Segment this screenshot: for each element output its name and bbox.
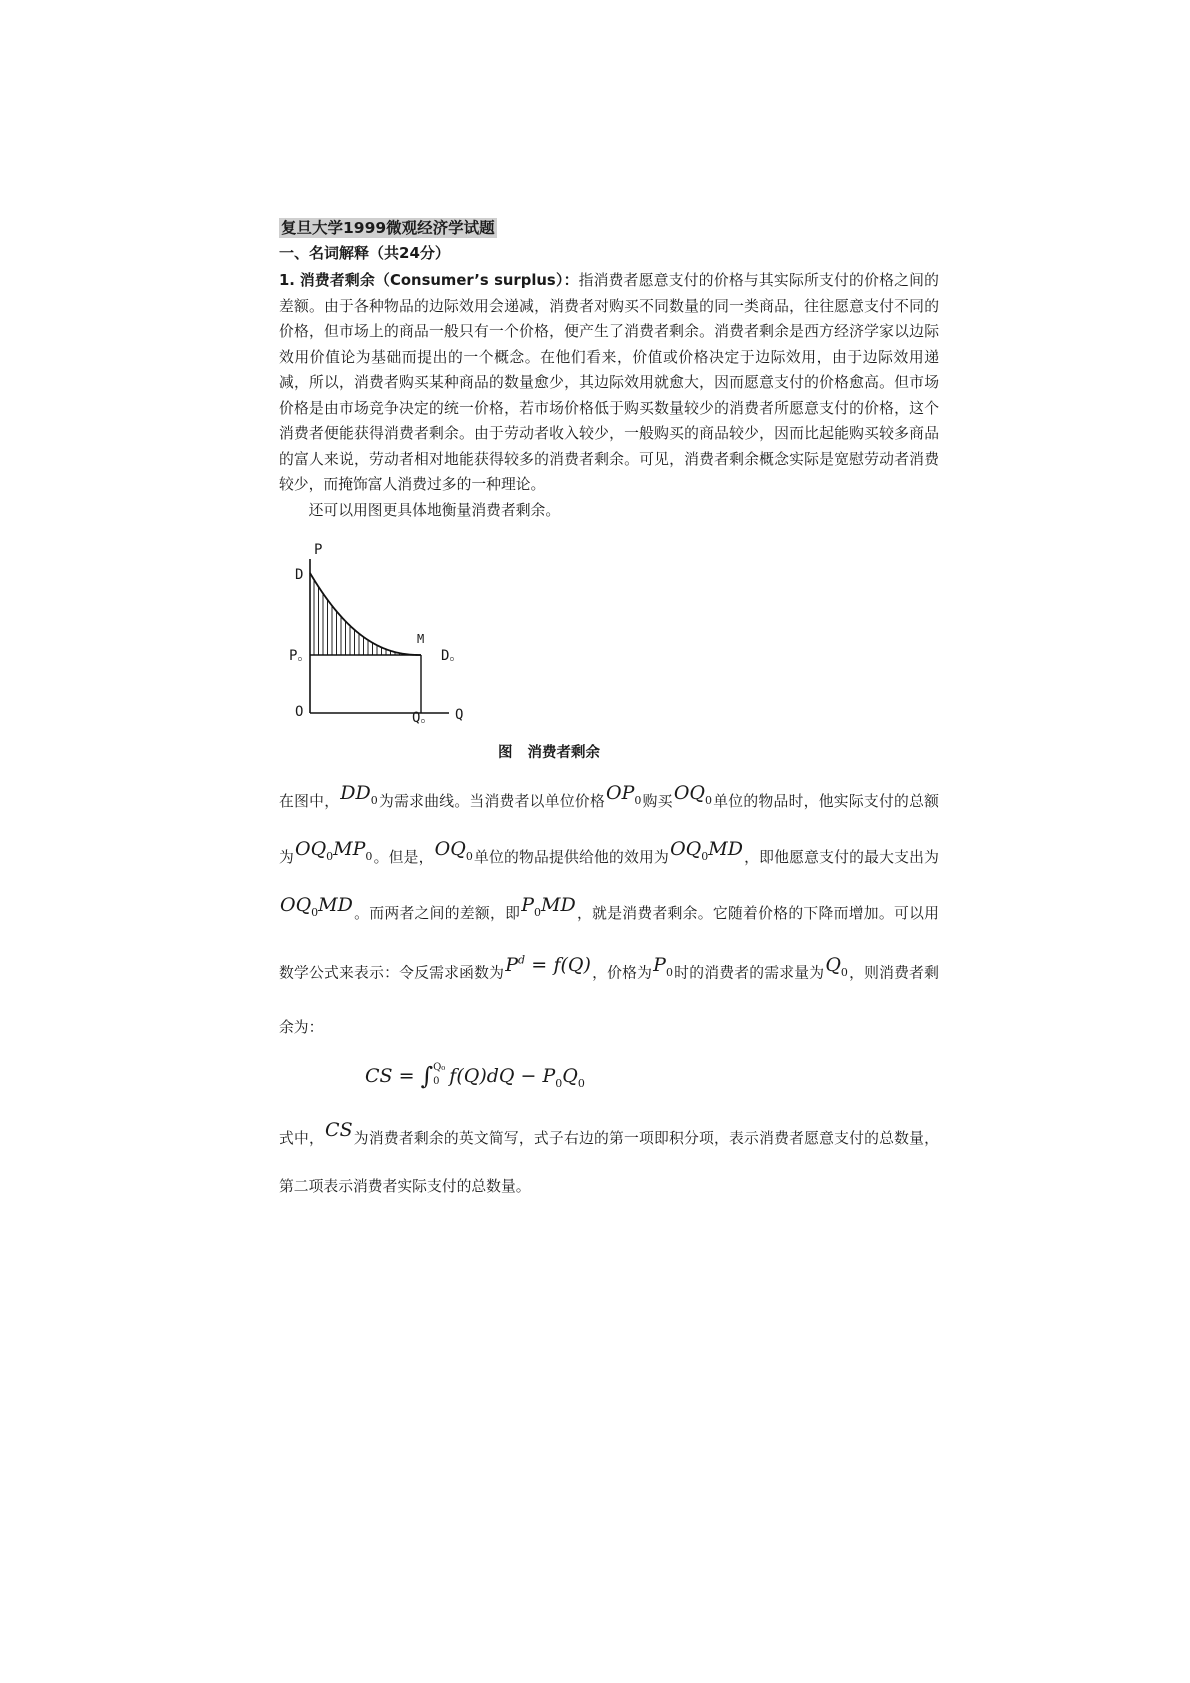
section-heading: 一、名词解释（共24分） <box>279 244 450 262</box>
term-number: 1. <box>279 272 295 289</box>
math-oq0mp0: $OQ_0MP_0$ <box>295 837 373 863</box>
math-p0: $P_0$ <box>653 953 673 979</box>
math-dd0: $DD_0$ <box>340 782 378 807</box>
label-d: D <box>295 567 304 583</box>
label-p0: P。 <box>289 648 312 664</box>
math-p0md: $P_0MD$ <box>521 893 576 919</box>
math-q0: $Q_0$ <box>825 953 848 979</box>
math-oq0md-b: $OQ_0MD$ <box>280 893 353 919</box>
consumer-surplus-figure <box>279 537 489 727</box>
label-q0: Q。 <box>412 710 435 726</box>
figure-intro: 还可以用图更具体地衡量消费者剩余。 <box>308 501 561 519</box>
math-op0: $OP_0$ <box>606 782 642 807</box>
consumer-surplus-diagram <box>279 537 489 727</box>
term-name: 消费者剩余（Consumer’s surplus）： <box>299 272 579 289</box>
label-o: O <box>295 704 304 720</box>
label-p: P <box>314 542 323 558</box>
math-cs: CS <box>325 1119 353 1142</box>
label-q: Q <box>455 707 464 723</box>
closing-paragraph: 式中，CS为消费者剩余的英文简写，式子右边的第一项即积分项，表示消费者愿意支付的总数量，第二项表示消费者实际支付的总数量。 <box>279 1119 939 1196</box>
math-inverse-demand: $P^d = f(Q)$ <box>505 953 591 976</box>
label-d0: D。 <box>441 648 464 664</box>
explanation-paragraph: 在图中，$DD_0$为需求曲线。当消费者以单位价格$OP_0$购买$OQ_0$单位的物品时，他实际支付的总额为$OQ_0MP_0$。但是，$OQ_0$单位的物品提供给他的效用为$OQ_0MD$，即他愿意支付的最大支出为$OQ_0MD$。而两者之间的差额，即$P_0MD$，就是消费者剩余。它随着价格的下降而增加。可以用数学公式来表示：令反需求函数为$P^d = f(Q)$，价格为$P_0$时的消费者的需求量为$Q_0$，则消费者剩余为： <box>279 782 939 1036</box>
label-m: M <box>417 632 425 646</box>
document-page <box>279 218 939 1211</box>
document-title: 复旦大学1999微观经济学试题 <box>281 219 495 237</box>
term-definition <box>279 268 939 498</box>
consumer-surplus-formula: CS = ∫ Q₀ 0 $f(Q)dQ - P_0Q_0$ <box>365 1061 585 1090</box>
math-oq0-b: $OQ_0$ <box>434 837 473 863</box>
math-oq0md: $OQ_0MD$ <box>670 837 743 863</box>
figure-caption: 图 消费者剩余 <box>497 745 601 761</box>
term-text: 指消费者愿意支付的价格与其实际所支付的价格之间的差额。由于各种物品的边际效用会递减，消费者对购买不同数量的同一类商品，往往愿意支付不同的价格，但市场上的商品一般只有一个价格，便产生了消费者剩余。消费者剩余是西方经济学家以边际效用价值论为基础而提出的一个概念。在他们看来，价值或价格决定于边际效用，由于边际效用递减，所以，消费者购买某种商品的数量愈少，其边际效用就愈大，因而愿意支付的价格愈高。但市场价格是由市场竞争决定的统一价格，若市场价格低于购买数量较少的消费者所愿意支付的价格，这个消费者便能获得消费者剩余。由于劳动者收入较少，一般购买的商品较少，因而比起能购买较多商品的富人来说，劳动者相对地能获得较多的消费者剩余。可见，消费者剩余概念实际是宽慰劳动者消费较少，而掩饰富人消费过多的一种理论。 <box>279 272 939 493</box>
demand-curve <box>310 573 421 655</box>
math-oq0: $OQ_0$ <box>673 782 712 807</box>
